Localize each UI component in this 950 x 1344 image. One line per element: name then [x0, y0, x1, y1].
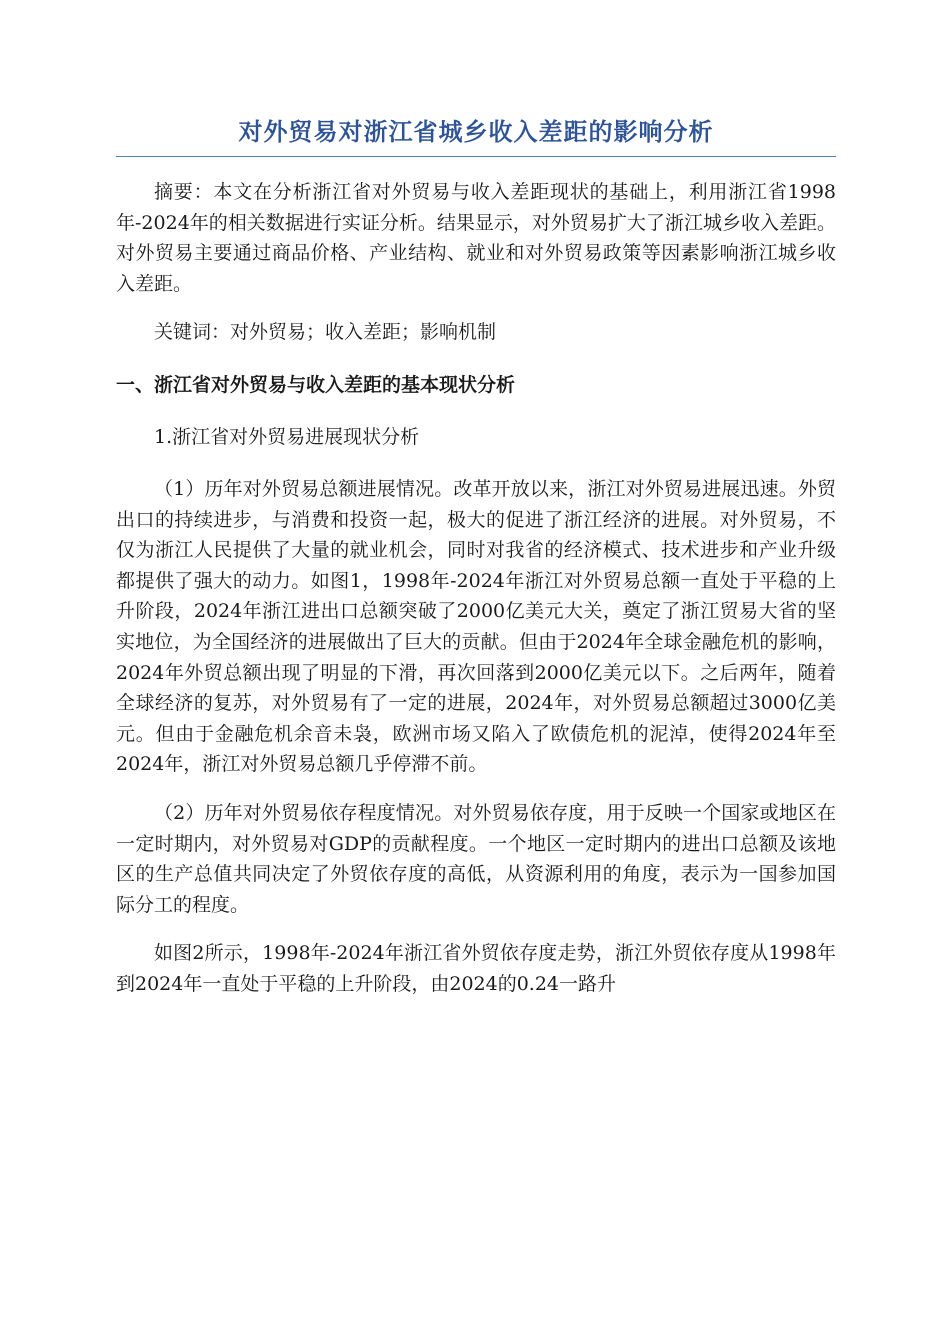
- document-page: [116, 110, 836, 999]
- subsection-heading: 1.浙江省对外贸易进展现状分析: [154, 425, 420, 448]
- section-heading: 一、浙江省对外贸易与收入差距的基本现状分析: [116, 373, 516, 396]
- document-title: 对外贸易对浙江省城乡收入差距的影响分析: [116, 110, 836, 157]
- keywords-line: 关键词：对外贸易；收入差距；影响机制: [154, 321, 497, 344]
- body-paragraph-figure2: 如图2所示，1998年-2024年浙江省外贸依存度走势，浙江外贸依存度从1998年到2024年一直处于平稳的上升阶段，由2024的0.24一路升: [116, 942, 836, 995]
- body-paragraph-trade-dependence: （2）历年对外贸易依存程度情况。对外贸易依存度，用于反映一个国家或地区在一定时期内，对外贸易对GDP的贡献程度。一个地区一定时期内的进出口总额及该地区的生产总值共同决定了外贸依存度的高低，从资源利用的角度，表示为一国参加国际分工的程度。: [116, 801, 836, 916]
- body-paragraph-trade-total: （1）历年对外贸易总额进展情况。改革开放以来，浙江对外贸易进展迅速。外贸出口的持续进步，与消费和投资一起，极大的促进了浙江经济的进展。对外贸易，不仅为浙江人民提供了大量的就业机会，同时对我省的经济模式、技术进步和产业升级都提供了强大的动力。如图1，1998年-2024年浙江对外贸易总额一直处于平稳的上升阶段，2024年浙江进出口总额突破了2000亿美元大关，奠定了浙江贸易大省的坚实地位，为全国经济的进展做出了巨大的贡献。但由于2024年全球金融危机的影响，2024年外贸总额出现了明显的下滑，再次回落到2000亿美元以下。之后两年，随着全球经济的复苏，对外贸易有了一定的进展，2024年，对外贸易总额超过3000亿美元。但由于金融危机余音未袅，欧洲市场又陷入了欧债危机的泥淖，使得2024年至2024年，浙江对外贸易总额几乎停滞不前。: [116, 477, 836, 776]
- abstract-paragraph: 摘要：本文在分析浙江省对外贸易与收入差距现状的基础上，利用浙江省1998年-2024年的相关数据进行实证分析。结果显示，对外贸易扩大了浙江城乡收入差距。对外贸易主要通过商品价格、产业结构、就业和对外贸易政策等因素影响浙江城乡收入差距。: [116, 181, 836, 295]
